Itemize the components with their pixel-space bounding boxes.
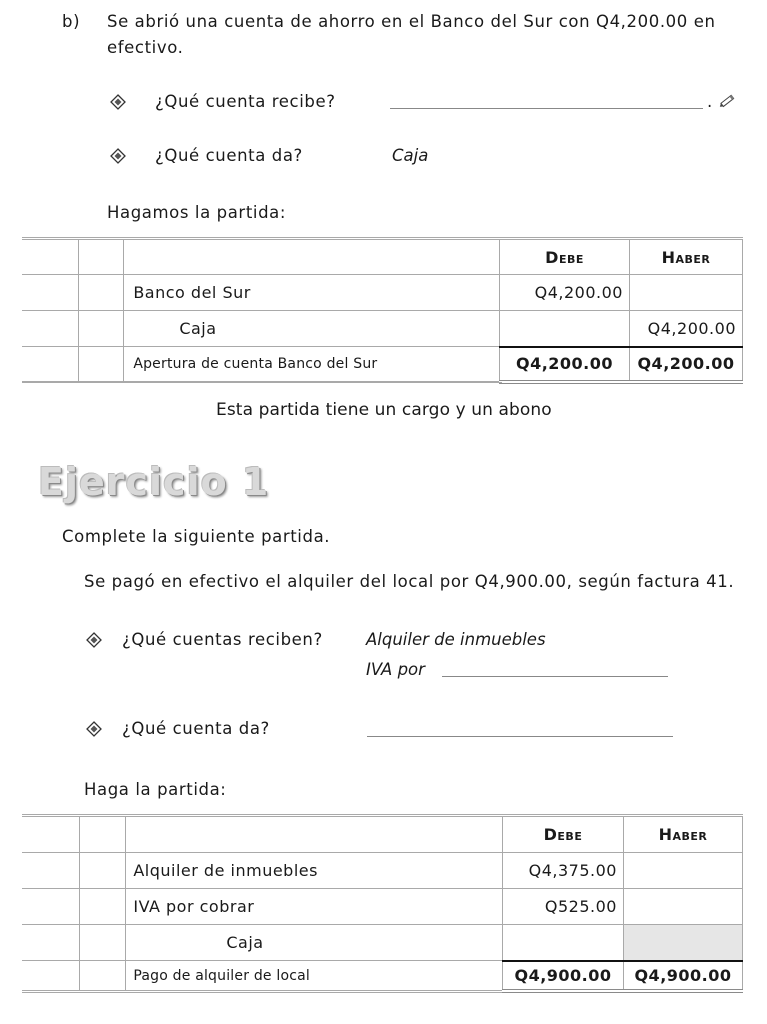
entry-note: Esta partida tiene un cargo y un abono xyxy=(216,400,552,420)
instruction-haga: Haga la partida: xyxy=(84,780,227,799)
item-label: b) xyxy=(62,12,81,31)
table-row xyxy=(22,925,743,961)
answer-reciben-1: Alquiler de inmuebles xyxy=(366,630,546,649)
journal-entry-table xyxy=(22,239,743,384)
table-row xyxy=(22,853,743,889)
debe-cell xyxy=(500,311,630,347)
entry-description: Pago de alquiler de local xyxy=(126,961,503,991)
answer-blank-da[interactable] xyxy=(367,736,673,737)
answer-blank-suffix: . xyxy=(707,92,713,111)
diamond-bullet-icon xyxy=(86,721,102,737)
header-haber: Haber xyxy=(629,240,742,275)
exercise-statement: Se pagó en efectivo el alquiler del local por Q4,900.00, según factura 41. xyxy=(84,572,735,591)
table-total-row xyxy=(22,347,743,382)
account-cell: IVA por cobrar xyxy=(126,889,503,925)
haber-cell xyxy=(629,275,742,311)
table-header-row xyxy=(22,817,743,853)
header-debe: Debe xyxy=(503,817,624,853)
table-row xyxy=(22,275,743,311)
debe-cell: Q525.00 xyxy=(503,889,624,925)
table-total-row xyxy=(22,961,743,991)
diamond-bullet-icon xyxy=(110,148,126,164)
account-cell: Banco del Sur xyxy=(124,275,500,311)
total-haber: Q4,200.00 xyxy=(629,347,742,382)
haber-cell[interactable] xyxy=(623,853,742,889)
table-header-row xyxy=(22,240,743,275)
total-debe: Q4,900.00 xyxy=(503,961,624,991)
haber-cell: Q4,200.00 xyxy=(629,311,742,347)
answer-reciben-2: IVA por xyxy=(366,660,425,679)
answer-da: Caja xyxy=(392,146,429,165)
exercise-journal-table xyxy=(22,816,743,993)
haber-answer-cell[interactable] xyxy=(623,925,742,961)
diamond-bullet-icon xyxy=(110,94,126,110)
header-haber: Haber xyxy=(623,817,742,853)
table-bottom-rule xyxy=(22,382,502,383)
table-row xyxy=(22,889,743,925)
exercise-instruction: Complete la siguiente partida. xyxy=(62,527,331,546)
account-cell: Caja xyxy=(124,311,500,347)
question-recibe: ¿Qué cuenta recibe? xyxy=(155,92,336,111)
pencil-icon xyxy=(718,92,738,110)
total-haber: Q4,900.00 xyxy=(623,961,742,991)
table-row xyxy=(22,311,743,347)
question-reciben: ¿Qué cuentas reciben? xyxy=(122,630,323,649)
table-bottom-rule xyxy=(22,992,502,993)
answer-blank-iva[interactable] xyxy=(442,676,668,677)
table-top-rule xyxy=(22,237,743,238)
debe-cell[interactable] xyxy=(503,925,624,961)
question-da-2: ¿Qué cuenta da? xyxy=(122,719,270,738)
instruction-partida: Hagamos la partida: xyxy=(107,203,287,222)
entry-description: Apertura de cuenta Banco del Sur xyxy=(124,347,500,382)
statement-line-1: Se abrió una cuenta de ahorro en el Banco del Sur con Q4,200.00 en xyxy=(107,12,716,31)
table-top-rule xyxy=(22,814,743,815)
exercise-title: Ejercicio 1 xyxy=(38,460,270,504)
haber-cell[interactable] xyxy=(623,889,742,925)
account-cell: Caja xyxy=(126,925,503,961)
question-da: ¿Qué cuenta da? xyxy=(155,146,303,165)
diamond-bullet-icon xyxy=(86,632,102,648)
account-cell: Alquiler de inmuebles xyxy=(126,853,503,889)
total-debe: Q4,200.00 xyxy=(500,347,630,382)
statement-line-2: efectivo. xyxy=(107,38,184,57)
header-debe: Debe xyxy=(500,240,630,275)
debe-cell: Q4,375.00 xyxy=(503,853,624,889)
answer-blank-recibe[interactable] xyxy=(390,108,703,109)
debe-cell: Q4,200.00 xyxy=(500,275,630,311)
